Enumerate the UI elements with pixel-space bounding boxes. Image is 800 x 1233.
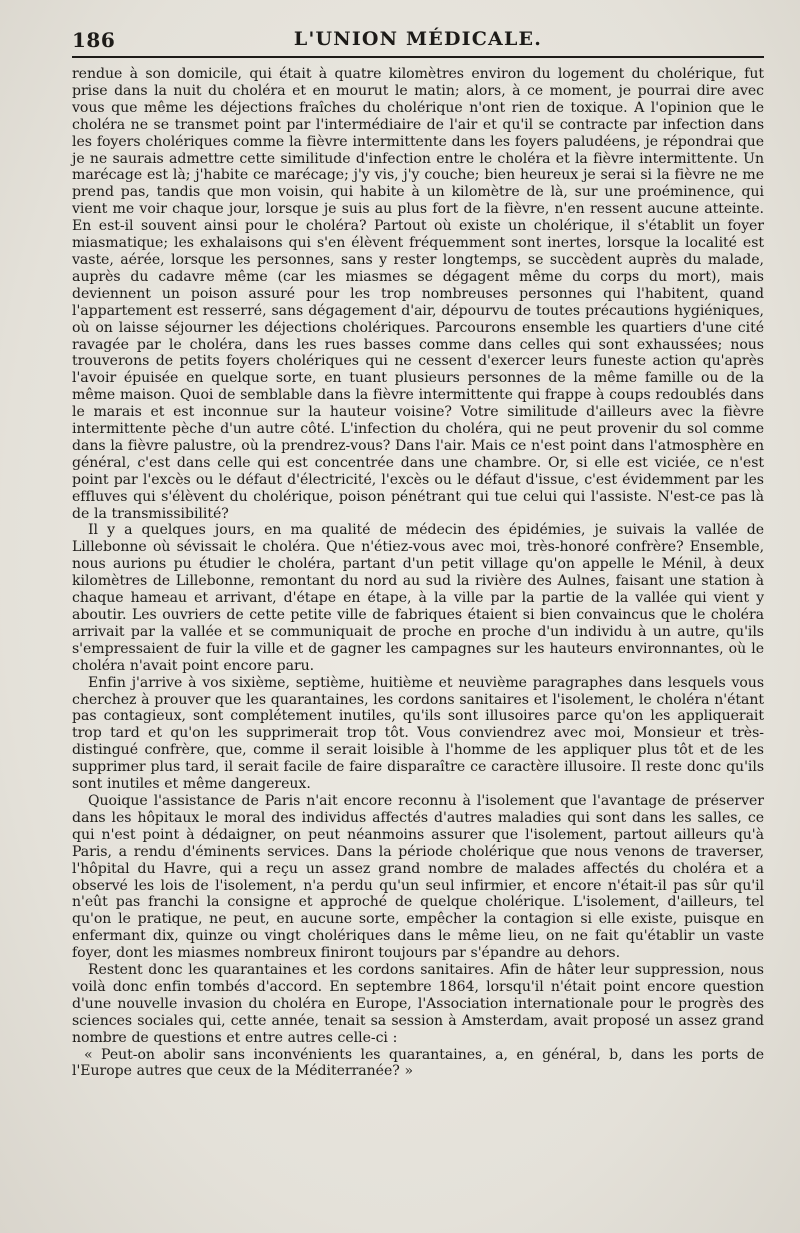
header-rule (72, 56, 764, 58)
journal-title: L'UNION MÉDICALE. (293, 28, 543, 50)
paragraph-lillebonne: Il y a quelques jours, en ma qualité de médecin des épidémies, je suivais la vallée de Lillebonne où sévissait le choléra. Que n'étiez-vous avec moi, très-honoré confrère? Ensemble, nous aurions pu étudier le choléra, partant d'un petit village qu'on appelle le Ménil, à deux kilomètres de Lillebonne, remontant du nord au sud la rivière des Aulnes, faisant une station à chaque hameau et arrivant, d'étape en étape, à la ville par la partie de la vallée qui vient y aboutir. Les ouvriers de cette petite ville de fabriques étaient si bien convaincus que le choléra arrivait par la vallée et se communiquait de proche en proche d'un individu à un autre, qu'ils s'empressaient de fuir la ville et de gagner les campagnes sur les hauteurs environnantes, où le choléra n'avait point encore paru. (72, 522, 764, 674)
paragraph-sanitary-cordons: Restent donc les quarantaines et les cordons sanitaires. Afin de hâter leur suppression, nous voilà donc enfin tombés d'accord. En septembre 1864, lorsqu'il n'était point encore question d'une nouvelle invasion du choléra en Europe, l'Association internationale pour le progrès des sciences sociales qui, cette année, tenait sa session à Amsterdam, avait proposé un assez grand nombre de questions et entre autres celle-ci : (72, 962, 764, 1046)
paragraph-isolation: Quoique l'assistance de Paris n'ait encore reconnu à l'isolement que l'avantage de préserver dans les hôpitaux le moral des individus affectés d'autres maladies qui sont dans les salles, ce qui n'est point à dédaigner, on peut néanmoins assurer que l'isolement, partout ailleurs qu'à Paris, a rendu d'éminents services. Dans la période cholérique que nous venons de traverser, l'hôpital du Havre, qui a reçu un assez grand nombre de malades affectés du choléra et a observé les lois de l'isolement, n'a perdu qu'un seul infirmier, et encore n'était-il pas sûr qu'il n'eût pas franchi la consigne et approché de quelque cholérique. L'isolement, d'ailleurs, tel qu'on le pratique, ne peut, en aucune sorte, empêcher la contagion si elle existe, puisque en enfermant dix, quinze ou vingt cholériques dans le même lieu, on ne fait qu'établir un vaste foyer, dont les miasmes nombreux finiront toujours par s'épandre au dehors. (72, 792, 764, 962)
quoted-question: « Peut-on abolir sans inconvénients les quarantaines, a, en général, b, dans les ports de l'Europe autres que ceux de la Méditerranée? » (72, 1046, 764, 1080)
body-text (72, 66, 764, 1080)
paragraph-quarantines: Enfin j'arrive à vos sixième, septième, huitième et neuvième paragraphes dans lesquels vous cherchez à prouver que les quarantaines, les cordons sanitaires et l'isolement, le choléra n'étant pas contagieux, sont complétement inutiles, qu'ils sont illusoires parce qu'on les appliquerait trop tard et qu'on les supprimerait trop tôt. Vous conviendrez avec moi, Monsieur et très-distingué confrère, que, comme il serait loisible à l'homme de les appliquer plus tôt et de les supprimer plus tard, il serait facile de faire disparaître ce caractère illusoire. Il reste donc qu'ils sont inutiles et même dangereux. (72, 674, 764, 793)
page-number: 186 (72, 28, 116, 52)
paragraph-continued: rendue à son domicile, qui était à quatre kilomètres environ du logement du cholérique, fut prise dans la nuit du choléra et en mourut le matin; alors, à ce moment, je pourrai dire avec vous que même les déjections fraîches du cholérique n'ont rien de toxique. A l'opinion que le choléra ne se transmet point par l'intermédiaire de l'air et qu'il se contracte par infection dans les foyers cholériques comme la fièvre intermittente dans les foyers paludéens, je répondrai que je ne saurais admettre cette similitude d'infection entre le choléra et la fièvre intermittente. Un marécage est là; j'habite ce marécage; j'y vis, j'y couche; bien heureux je serai si la fièvre ne me prend pas, tandis que mon voisin, qui habite à un kilomètre de là, sur une proéminence, qui vient me voir chaque jour, lorsque je suis au plus fort de la fièvre, n'en ressent aucune atteinte. En est-il souvent ainsi pour le choléra? Partout où existe un cholérique, il s'établit un foyer miasmatique; les exhalaisons qui s'en élèvent fréquemment sont inertes, lorsque la localité est vaste, aérée, lorsque les personnes, sans y rester longtemps, se succèdent auprès du malade, auprès du cadavre même (car les miasmes se dégagent même du corps du mort), mais deviennent un poison assuré pour les trop nombreuses personnes qui l'habitent, quand l'appartement est resserré, sans dégagement d'air, dépourvu de toutes précautions hygiéniques, où on laisse séjourner les déjections cholériques. Parcourons ensemble les quartiers d'une cité ravagée par le choléra, dans les rues basses comme dans celles qui sont exhaussées; nous trouverons de petits foyers cholériques qui ne cessent d'exercer leurs funeste action qu'après l'avoir épuisée en quelque sorte, en tuant plusieurs personnes de la même famille ou de la même maison. Quoi de semblable dans la fièvre intermittente qui frappe à coups redoublés dans le marais et est inconnue sur la hauteur voisine? Votre similitude d'ailleurs avec la fièvre intermittente pèche d'un autre côté. L'infection du choléra, qui ne peut provenir du sol comme dans la fièvre palustre, où la prendrez-vous? Dans l'air. Mais ce n'est point dans l'atmosphère en général, c'est dans celle qui est concentrée dans une chambre. Or, si elle est viciée, ce n'est point par l'excès ou le défaut d'électricité, l'excès ou le défaut d'issue, c'est évidemment par les effluves qui s'élèvent du cholérique, poison pénétrant qui tue celui qui l'assiste. N'est-ce pas là de la transmissibilité? (72, 66, 764, 522)
running-head (72, 22, 764, 56)
